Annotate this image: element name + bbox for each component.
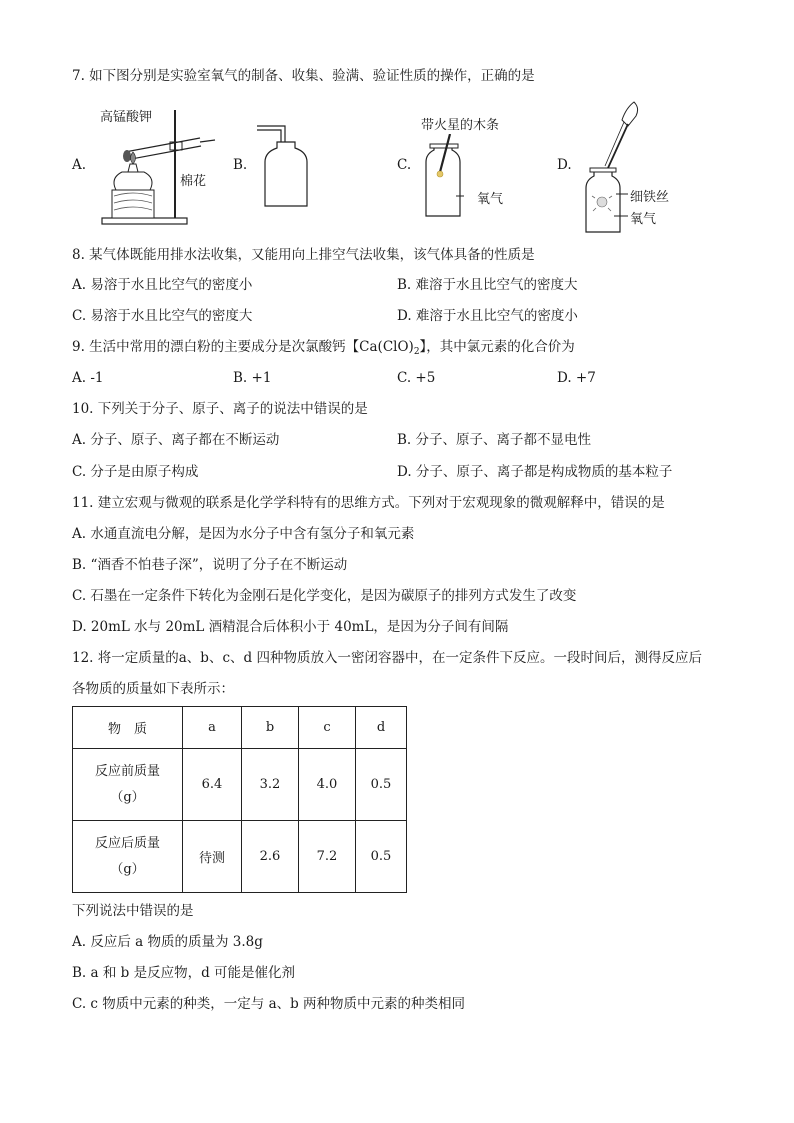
q9-stem-subscript: 2 [413,347,420,357]
q10-option-b: B. 分子、原子、离子都不显电性 [397,432,592,448]
q11-option-c: C. 石墨在一定条件下转化为金刚石是化学变化，是因为碳原子的排列方式发生了改变 [72,588,577,604]
gas-collection-bottle-figure [255,118,315,213]
q8-option-b: B. 难溶于水且比空气的密度大 [397,277,578,293]
q8-option-a: A. 易溶于水且比空气的密度小 [72,277,253,293]
q11-option-b: B. “酒香不怕巷子深”，说明了分子在不断运动 [72,557,348,573]
q12-after-text: 下列说法中错误的是 [72,903,194,919]
row-label-before [73,749,183,821]
q12-option-b: B. a 和 b 是反应物，d 可能是催化剂 [72,965,296,981]
q11-option-a: A. 水通直流电分解，是因为水分子中含有氢分子和氧元素 [72,526,415,542]
q8-option-c: C. 易溶于水且比空气的密度大 [72,308,253,324]
q9-stem-pre: 9. 生活中常用的漂白粉的主要成分是次氯酸钙【Ca(ClO) [72,339,414,355]
label-potassium-permanganate: 高锰酸钾 [100,110,153,125]
q7-option-d-label: D. [557,157,572,173]
table-row [73,749,407,821]
q7-stem: 7. 如下图分别是实验室氧气的制备、收集、验满、验证性质的操作，正确的是 [72,68,535,84]
header-d: d [356,707,407,749]
q10-option-a: A. 分子、原子、离子都在不断运动 [72,432,280,448]
q11-stem: 11. 建立宏观与微观的联系是化学学科特有的思维方式。下列对于宏观现象的微观解释中，错误的是 [72,495,665,511]
cell-before-a: 6.4 [183,749,242,821]
q12-stem-line2: 各物质的质量如下表所示： [72,681,234,697]
q12-option-a: A. 反应后 a 物质的质量为 3.8g [72,934,263,950]
q9-stem-post: 】，其中氯元素的化合价为 [419,339,575,355]
row-label-after-line1: 反应后质量 [94,835,160,851]
table-header-row [73,707,407,749]
header-c: c [299,707,356,749]
label-iron-wire: 细铁丝 [630,190,670,205]
header-substance: 物 质 [73,707,183,749]
q12-option-c: C. c 物质中元素的种类，一定与 a、b 两种物质中元素的种类相同 [72,996,466,1012]
row-label-after-line2: （g） [110,861,145,877]
row-label-before-line1: 反应前质量 [94,763,160,779]
header-b: b [242,707,299,749]
q10-option-c: C. 分子是由原子构成 [72,464,199,480]
label-oxygen-c: 氧气 [477,192,504,207]
label-glowing-splint: 带火星的木条 [421,118,500,133]
q7-option-a-label: A. [72,157,87,173]
q8-stem: 8. 某气体既能用排水法收集，又能用向上排空气法收集，该气体具备的性质是 [72,247,535,263]
row-label-before-line2: （g） [110,789,145,805]
cell-after-b: 2.6 [242,821,299,893]
cell-after-c: 7.2 [299,821,356,893]
q12-stem-line1: 12. 将一定质量的a、b、c、d 四种物质放入一密闭容器中，在一定条件下反应。一段时间后，测得反应后 [72,650,702,666]
q9-option-b: B. +1 [233,370,272,386]
cell-before-b: 3.2 [242,749,299,821]
cell-before-c: 4.0 [299,749,356,821]
q11-option-d: D. 20mL 水与 20mL 酒精混合后体积小于 40mL，是因为分子间有间隔 [72,619,509,635]
q9-stem [72,337,575,362]
cell-after-a: 待测 [183,821,242,893]
q7-option-c-label: C. [397,157,412,173]
q9-option-a: A. -1 [72,370,104,386]
q9-option-d: D. +7 [557,370,596,386]
oxygen-bottle-splint-figure [420,134,470,219]
q12-mass-table [72,706,407,893]
q8-option-d: D. 难溶于水且比空气的密度小 [397,308,578,324]
cell-before-d: 0.5 [356,749,407,821]
cell-after-d: 0.5 [356,821,407,893]
q9-option-c: C. +5 [397,370,436,386]
row-label-after [73,821,183,893]
label-cotton: 棉花 [180,174,207,189]
q7-option-b-label: B. [233,157,248,173]
q10-option-d: D. 分子、原子、离子都是构成物质的基本粒子 [397,464,673,480]
table-row [73,821,407,893]
label-oxygen-d: 氧气 [630,212,657,227]
header-a: a [183,707,242,749]
q10-stem: 10. 下列关于分子、原子、离子的说法中错误的是 [72,401,368,417]
